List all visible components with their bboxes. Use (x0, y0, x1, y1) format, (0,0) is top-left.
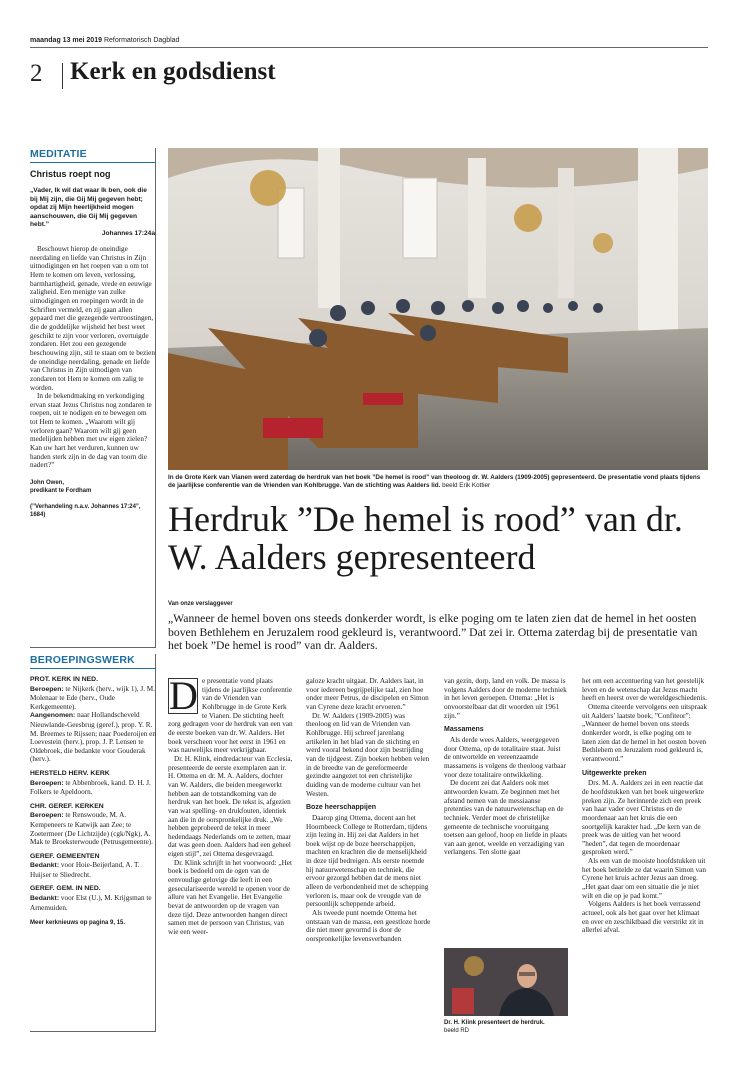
article-paragraph: het om een accentuering van het geestelijk leven en de wetenschap dat Jezus macht heeft en heerst over de wereldgeschiedenis. (582, 677, 707, 703)
drop-cap: D (169, 673, 198, 718)
church-interior-illustration (168, 148, 708, 470)
meditatie-source: (”Verhandeling n.a.v. Johannes 17:24”, 1684) (30, 504, 141, 519)
article-byline: Van onze verslaggever (168, 601, 233, 607)
meditatie-label: MEDITATIE (30, 148, 87, 160)
masthead-rule (30, 47, 708, 48)
more-news-pointer: Meer kerknieuws op pagina 9, 15. (30, 920, 126, 927)
article-paragraph: Dr. Klink schrijft in het voorwoord: „Het boek is bedoeld om de ogen van de eenvoudige gelovige die leeft in een geseculariseerde wereld te openen voor de allure van het Evangelie. Het Evangelie bevat de antwoorden op de vragen van deze tijd. Deze antwoorden hangen direct samen met de persoon van Christus, van wie een weer- (168, 858, 292, 937)
beroep-item: GEREF. GEM. IN NED. Bedankt: voor Elst (U.), M. Krijgsman te Arnemuiden. (30, 885, 152, 912)
meditatie-quote-ref: Johannes 17:24a (101, 229, 155, 237)
beroep-item: GEREF. GEMEENTEN Bedankt: voor Hoie-Beijerland, A. T. Huijser te Sliedrecht. (30, 852, 140, 879)
article-paragraph: Dr. W. Aalders (1909-2005) was theoloog en lid van de Vrienden van Kohlbrugge. Hij schreef jarenlang artikelen in het blad van de stichting en werd vooral bekend door zijn bestrijding van de tijdgeest. Zijn boeken hebben velen in de breedte van de gereformeerde gezindte aangezet tot een christelijke duiding van de moderne cultuur van het Westen. (306, 711, 430, 798)
beroep-item: PROT. KERK IN NED. Beroepen: te Nijkerk (herv., wijk 1), J. M. Molenaar te Ede (herv., Oude Kerkgemeente). Aangenomen: naar Hollandscheveld Nieuwlande-Geesbrug (geref.), prop. Y. R. M. Breemes te Rijssen; naar Poederoijen en Loevestein (herv.), prop. J. P. Lensen te Oldebroek, die bedankte voor Gouderak (herv.). (30, 676, 156, 764)
photo-caption: In de Grote Kerk van Vianen werd zaterdag de herdruk van het boek ”De hemel is rood” van theoloog dr. W. Aalders (1909-2005) gepresenteerd. De presentatie vond plaats tijdens de jaarlijkse conferentie van de Vrienden van Kohlbrugge. Van de stichting was Aalders lid. beeld Erik Kottier (168, 474, 701, 489)
meditatie-quote: „Vader, Ik wil dat waar Ik ben, ook die bij Mij zijn, die Gij Mij gegeven hebt; opdat zij Mijn heerlijkheid mogen aanschouwen, die Gij Mij gegeven hebt.” (30, 187, 147, 228)
article-column-2 (306, 677, 431, 944)
header-divider (62, 63, 63, 89)
article-paragraph: Dr. H. Klink, eindredacteur van Ecclesia, presenteerde de eerste exemplaren aan ir. H. Ottema en dr. M. A. Aalders, dochter van W. Aalders, die beiden meegewerkt hebben aan de totstandkoming van de herdruk van het boek. De tekst is, afgezien van wat spelling- en drukfouten, identiek aan die in de oorspronkelijke druk. „We hebben geprobeerd de tekst in meer hedendaags Nederlands om te zetten, maar dat was geen doen. Aalders had een geheel eigen stijl”, zei Ottema desgevraagd. (168, 754, 293, 859)
meditatie-title: Christus roept nog (30, 169, 111, 179)
subheading: Massamens (444, 726, 484, 734)
article-paragraph: De docent zei dat Aalders ook met antwoorden kwam. Ze beginnen met het afstand nemen van de messiaanse pretenties van de natuurwetenschap en de techniek. Verder moet de christelijke gemeente de technische vooruitgang toetsen aan geloof, hoop en liefde in plaats van aan genot, weelde en verzadiging van verlangens. Ten slotte gaat (444, 779, 567, 857)
subheading: Boze heerschappijen (306, 804, 377, 812)
article-paragraph: Als derde wees Aalders, weergegeven door Ottema, op de totalitaire staat. Juist de ontwortelde en vereenzaamde massamens is volgens de theoloog vatbaar voor deze totalitaire ontwikkeling. (444, 735, 566, 779)
meditatie-paragraph: Beschouwt hierop de oneindige neerdaling en liefde van Christus in Zijn uitnodigingen en het roepen van u om tot Hem te komen om leven, verlossing, barmhartigheid, genade, vrede en eeuwige zaligheid. Een menigte van zulke uitnodigingen en roepingen wordt in de Schriften vermeld, en zij gaan allen gepaard met die gezegende vertroostingen, die de goddelijke wijsheid het best weet geschikt te zijn voor verloren, overtuigde zondaren. Het zou een gezegende beschouwing zijn, stil te staan om te bezien de oneindige neerdaling, genade en liefde van Christus in Zijn uitnodigen van zondaren tot Hem te komen om zalig te worden. (30, 245, 155, 392)
klink-portrait-illustration (444, 948, 568, 1016)
meditatie-paragraph: In de bekendmaking en verkondiging ervan staat Jezus Christus nog zondaren te roepen, uit te nodigen en te bewegen om tot Hem te komen. „Waarom wilt gij verloren gaan? Waarom wilt gij geen medelijden hebben met uw eigen zielen? Kan uw hart het verduren, kunnen uw handen sterk zijn in de dag van toorn die nadert?” (30, 392, 152, 470)
section-title: Kerk en godsdienst (70, 58, 276, 85)
article-paragraph: Daarop ging Ottema, docent aan het Hoornbeeck College te Rotterdam, tijdens zijn lezing in. Hij zei dat Aalders in het boek wijst op de boze heerschappijen, machten en krachten die de menselijkheid in deze tijd bedreigen. Als eerste noemde hij natuurwetenschap en techniek, die ervoor gezorgd hebben dat de mens niet alleen de verbondenheid met de schepping verloren is, maar ook de vreugde van de persoonlijk scheppende arbeid. (306, 813, 429, 909)
article-paragraph: Als een van de mooiste hoofdstukken uit het boek betitelde ze dat waarin Simon van Cyrene het kruis achter Jezus aan droeg. „Het gaat daar om een situatie die je niet wilt en die op je pad komt.” (582, 857, 706, 900)
beroepingswerk-column (30, 654, 156, 926)
beroep-item: CHR. GEREF. KERKEN Beroepen: te Renswoude, M. A. Kempeneers te Katwijk aan Zee; te Zoetermeer (De Lichtzijde) (cgk/Ngk), A. Mak te Broeksterwoude (Petrusgemeente). (30, 802, 153, 847)
article-paragraph: Volgens Aalders is het boek verrassend actueel, ook als het gaat over het klimaat en over en zeschiktbaad die verstrikt zit in allerlei afval. (582, 900, 704, 935)
article-paragraph: Drs. M. A. Aalders zei in een reactie dat de hoofdstukken van het boek uitgewerkte preken zijn. Ze herinnerde zich een preek van haar vader over Christus en de moordenaar aan het kruis die een soortgelijk karakter had. „De kern van de preek was de uitleg van het woord ”heden”, dat tegen de moordenaar gesproken werd.” (582, 779, 704, 857)
article-paragraph: galoze kracht uitgaat. Dr. Aalders laat, in voor iedereen begrijpelijke taal, zien hoe onder meer Petrus, de discipelen en Simon van Cyrene deze kracht ervoeren.” (306, 677, 429, 711)
dateline: maandag 13 mei 2019 Reformatorisch Dagblad (30, 37, 180, 44)
beroepingswerk-rule (30, 668, 156, 669)
church-interior-photo (168, 148, 708, 470)
article-lead: „Wanneer de hemel boven ons steeds donkerder wordt, is elke poging om te laten zien dat de hemel in het oosten boven Bethlehem en Jeruzalem rood gekleurd is, verantwoord.” Dat zei ir. Ottema zaterdag bij de presentatie van het boek ”De hemel is rood” van dr. Aalders. (168, 612, 698, 653)
article-column-1 (168, 673, 293, 937)
article-paragraph: Ottema citeerde vervolgens een uitspraak uit Aalders’ laatste boek, ”Confiteor”: „Wanneer de hemel boven ons steeds donkerder wordt, is elke poging om te laten zien dat de hemel in het oosten boven Bethlehem en Jeruzalem rood gekleurd is, verantwoord.” (582, 702, 707, 763)
article-paragraph: van gezin, dorp, land en volk. De massa is volgens Aalders door de moderne techniek in het leven geroepen. Ottema: „Het is onvoorstelbaar dat dit woorden uit 1961 zijn.” (444, 677, 567, 720)
article-column-4 (582, 677, 707, 935)
inset-caption: Dr. H. Klink presenteert de herdruk. beeld RD (444, 1020, 545, 1034)
article-headline: Herdruk ”De hemel is rood” van dr. W. Aalders gepresenteerd (168, 499, 683, 577)
subheading: Uitgewerkte preken (582, 769, 647, 777)
meditatie-author: John Owen, predikant te Fordham (30, 480, 92, 495)
beroep-item: HERSTELD HERV. KERK Beroepen: te Abbenbroek, kand. D. H. J. Folkers te Apeldoorn. (30, 769, 151, 797)
article-paragraph: e presentatie vond plaats tijdens de jaarlijkse conferentie van de Vrienden van Kohlbrugge in de Grote Kerk te Vianen. De stichting heeft zorg gedragen voor de herdruk van een van de eerste boeken van dr. W. Aalders. Het boek verscheen voor het eerst in 1961 en was nauwelijks meer verkrijgbaar. (168, 677, 293, 755)
meditatie-rule (30, 162, 155, 163)
article-column-3 (444, 677, 569, 857)
article-paragraph: Als tweede punt noemde Ottema het ontstaan van de massa, een geestloze horde die niet meer gevormd is door de oorspronkelijke levensverbanden (306, 909, 431, 944)
page-number: 2 (30, 60, 43, 87)
beroepingswerk-label: BEROEPINGSWERK (30, 654, 135, 666)
klink-photo (444, 948, 568, 1016)
meditatie-column (30, 148, 155, 519)
